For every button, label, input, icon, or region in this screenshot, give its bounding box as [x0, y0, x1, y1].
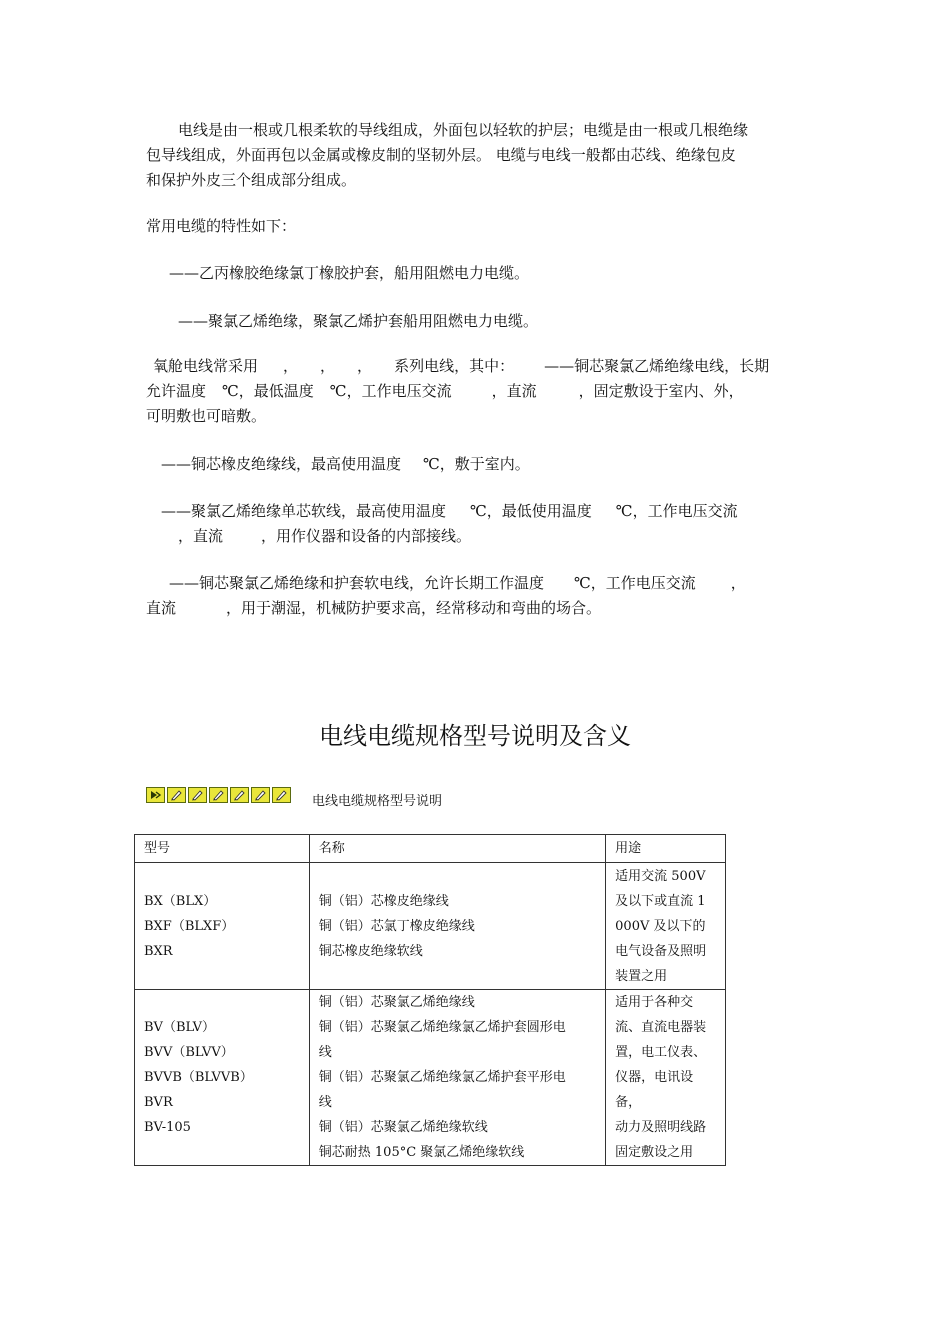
model-code: BX（BLX） [144, 893, 217, 909]
model-code: BXF（BLXF） [144, 918, 235, 934]
wire-para-line-3: 可明敷也可暗敷。 [146, 407, 267, 425]
wire-text: ，直流 [491, 382, 537, 400]
pencil-icon[interactable] [251, 787, 270, 803]
usage-cell [606, 863, 726, 990]
icon-strip-label: 电线电缆规格型号说明 [312, 794, 443, 809]
pvc-text: ，用作仪器和设备的内部接线。 [261, 527, 472, 545]
usage-text: 适用于各种交 [615, 995, 694, 1010]
product-name: 线 [318, 1095, 332, 1110]
model-code: BV-105 [144, 1120, 191, 1135]
model-cell [135, 990, 310, 1166]
pencil-icon[interactable] [188, 787, 207, 803]
pencil-icon[interactable] [209, 787, 228, 803]
usage-text: 流、直流电器装 [615, 1020, 707, 1035]
table-header-row [135, 835, 726, 863]
model-code: BVR [144, 1095, 173, 1110]
wire-text: ， [357, 357, 373, 375]
rubber-text: ——铜芯橡皮绝缘线，最高使用温度 [161, 455, 402, 473]
usage-text: 固定敷设之用 [615, 1145, 694, 1160]
wire-text: 氧舱电线常采用 [153, 357, 259, 375]
spec-table [134, 834, 726, 1166]
pvc-text: ——聚氯乙烯绝缘单芯软线，最高使用温度 [161, 502, 447, 520]
bullet-2: ——聚氯乙烯绝缘，聚氯乙烯护套船用阻燃电力电缆。 [178, 312, 539, 330]
pvc-text: ℃，工作电压交流 [615, 502, 738, 520]
product-name: 铜芯橡皮绝缘软线 [318, 943, 423, 959]
wire-text: ， [320, 357, 336, 375]
usage-text: 置，电工仪表、 [615, 1045, 707, 1060]
intro-line-3: 和保护外皮三个组成部分组成。 [146, 171, 357, 189]
icon-strip [146, 787, 291, 803]
sheath-text: 直流 [146, 599, 177, 617]
usage-text: 000V 及以下的 [615, 918, 706, 934]
usage-cell [606, 990, 726, 1166]
wire-text: ℃，工作电压交流 [329, 382, 452, 400]
bullet-1: ——乙丙橡胶绝缘氯丁橡胶护套，船用阻燃电力电缆。 [169, 264, 530, 282]
header-usage: 用途 [606, 835, 726, 863]
pencil-icon[interactable] [272, 787, 291, 803]
wire-text: 允许温度 [146, 382, 207, 400]
wire-text: ，固定敷设于室内、外， [578, 382, 744, 400]
table-row [135, 863, 726, 990]
table-row [135, 990, 726, 1166]
intro-line-1: 电线是由一根或几根柔软的导线组成，外面包以轻软的护层；电缆是由一根或几根绝缘 [178, 121, 749, 139]
product-name: 铜芯耐热 105°C 聚氯乙烯绝缘软线 [318, 1145, 525, 1160]
model-code: BVV（BLVV） [144, 1045, 234, 1060]
product-name: 线 [318, 1045, 332, 1060]
sheath-para-line-1 [169, 570, 746, 596]
name-cell [309, 990, 605, 1166]
wire-text: ——铜芯聚氯乙烯绝缘电线，长期 [544, 357, 770, 375]
usage-text: 动力及照明线路 [615, 1120, 707, 1135]
sheath-text: ， [730, 574, 746, 592]
common-heading: 常用电缆的特性如下： [146, 217, 297, 235]
arrow-icon[interactable] [146, 787, 165, 803]
model-cell [135, 863, 310, 990]
pvc-para-line-1 [161, 498, 738, 524]
model-code: BVVB（BLVVB） [144, 1070, 253, 1085]
model-code: BV（BLV） [144, 1020, 215, 1035]
header-model: 型号 [135, 835, 310, 863]
intro-line-2: 包导线组成，外面再包以金属或橡皮制的坚韧外层。 电缆与电线一般都由芯线、绝缘包皮 [146, 146, 736, 164]
page-title: 电线电缆规格型号说明及含义 [319, 722, 631, 750]
usage-text: 适用交流 500V [615, 868, 706, 884]
product-name: 铜（铝）芯氯丁橡皮绝缘线 [318, 918, 475, 934]
pvc-para-line-2 [178, 523, 471, 549]
product-name: 铜（铝）芯橡皮绝缘线 [318, 893, 449, 909]
product-name: 铜（铝）芯聚氯乙烯绝缘氯乙烯护套圆形电 [318, 1020, 566, 1035]
model-code: BXR [144, 943, 173, 959]
sheath-text: ，用于潮湿，机械防护要求高，经常移动和弯曲的场合。 [226, 599, 602, 617]
rubber-line [161, 451, 530, 477]
wire-text: ， [283, 357, 299, 375]
pvc-text: ，直流 [178, 527, 224, 545]
sheath-para-line-2 [146, 595, 601, 621]
pencil-icon[interactable] [230, 787, 249, 803]
wire-para-line-1 [153, 353, 769, 379]
wire-text: 系列电线，其中： [394, 357, 515, 375]
product-name: 铜（铝）芯聚氯乙烯绝缘氯乙烯护套平形电 [318, 1070, 566, 1085]
wire-para-line-2 [146, 378, 744, 404]
pvc-text: ℃，最低使用温度 [470, 502, 592, 520]
wire-text: ℃，最低温度 [222, 382, 314, 400]
product-name: 铜（铝）芯聚氯乙烯绝缘软线 [318, 1120, 488, 1135]
sheath-text: ℃，工作电压交流 [574, 574, 696, 592]
product-name: 铜（铝）芯聚氯乙烯绝缘线 [318, 995, 475, 1010]
usage-text: 及以下或直流 1 [615, 893, 706, 909]
usage-text: 仪器，电讯设备， [615, 1070, 694, 1110]
usage-text: 电气设备及照明 [615, 943, 707, 959]
sheath-text: ——铜芯聚氯乙烯绝缘和护套软电线，允许长期工作温度 [169, 574, 545, 592]
header-name: 名称 [309, 835, 605, 863]
usage-text: 装置之用 [615, 968, 668, 984]
pencil-icon[interactable] [167, 787, 186, 803]
rubber-text: ℃，敷于室内。 [423, 455, 530, 473]
name-cell [309, 863, 605, 990]
